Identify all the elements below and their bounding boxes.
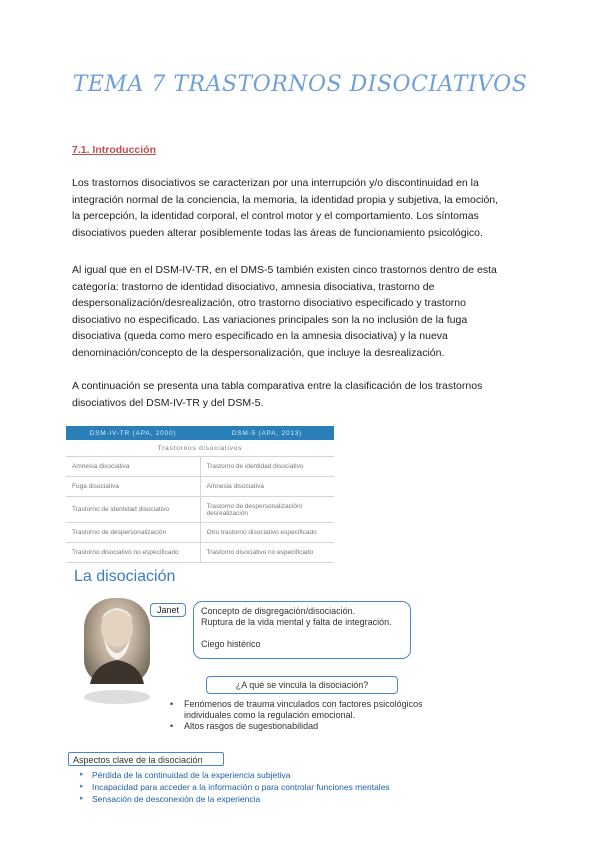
text-line: integración normal de la conciencia, la memoria, la identidad propia y subjetiva, la emoción, [72,193,499,206]
bullet-item: • Fenómenos de trauma vinculados con factores psicológicos individuales como la regulación emocional. [170,699,423,721]
table-cell: Trastorno de identidad disociativo [200,457,334,477]
table-row [66,523,334,543]
table-row [66,477,334,497]
page-title: TEMA 7 TRASTORNOS DISOCIATIVOS [72,72,528,97]
table-row [66,457,334,477]
text-line: Los trastornos disociativos se caracterizan por una interrupción y/o discontinuidad en la [72,177,479,189]
text-line: disociativo no especificado. Las variaciones principales son la no inclusión de la fuga [72,313,468,326]
janet-label: Janet [150,603,186,617]
text-line: la percepción, la identidad corporal, el control motor y el comportamiento. Los síntomas [72,210,479,222]
table-cell: Trastorno de despersonalización [66,523,200,543]
key-aspect-item: ▸ Pérdida de la continuidad de la experiencia subjetiva [80,769,390,781]
comparison-table [66,426,334,563]
key-aspect-item: ▸ Incapacidad para acceder a la información o para controlar funciones mentales [80,781,390,793]
text-line: disociativa (queda como mero especificado en la amnesia disociativa) y la nueva [72,330,448,342]
text-line: categoría: trastorno de identidad disociativo, amnesia disociativa, trastorno de [72,280,435,293]
bullet-list [170,699,423,732]
paragraph-dsm [72,262,528,361]
table-cell: Fuga disociativa [66,477,200,497]
bullet-item: • Altos rasgos de sugestionabilidad [170,721,423,732]
section-heading: 7.1. Introducción [72,144,157,156]
table-cell: Trastorno de identidad disociativo [66,497,200,523]
table-cell: Amnesia disociativa [200,477,334,497]
text-line: Al igual que en el DSM-IV-TR, en el DMS-5 también existen cinco trastornos dentro de esta [72,264,497,276]
table-cell: Trastorno disociativo no especificado [66,543,200,563]
concept-line: Ruptura de la vida mental y falta de integración. [201,617,392,627]
paragraph-table-intro [72,378,528,411]
table-row [66,497,334,523]
table-cell: Trastorno de despersonalización/ desrealización [200,497,334,523]
slide-title: La disociación [74,568,176,585]
table-header-dsm4: DSM-IV-TR (APA, 2000) [66,426,200,440]
janet-portrait [84,598,150,684]
table-cell: Amnesia disociativa [66,457,200,477]
table-row [66,543,334,563]
table-cell: Otro trastorno disociativo especificado [200,523,334,543]
paragraph-intro [72,175,528,241]
question-box: ¿A qué se vincula la disociación? [206,676,398,694]
concept-line [201,628,403,639]
key-aspect-item: ▸ Sensación de desconexión de la experiencia [80,793,390,805]
portrait-figure [84,598,150,684]
key-aspects-list [80,769,390,805]
text-line: disociativos del DSM-IV-TR y del DSM-5. [72,396,264,409]
concept-line: Concepto de disgregación/disociación. [201,606,356,616]
text-line: denominación/concepto de la despersonalización, que incluye la desrealización. [72,346,445,359]
text-line: disociativos pueden alterar posiblemente todas las áreas de funcionamiento psicológico. [72,226,483,239]
portrait-shadow [84,690,150,704]
key-aspects-title: Aspectos clave de la disociación [68,752,224,766]
text-line: despersonalización/desrealización, otro trastorno disociativo especificado y trastorno [72,297,466,309]
table-subheader: Trastornos disociativos [66,440,334,457]
table-header-dsm5: DSM-5 (APA, 2013) [200,426,334,440]
concept-box [193,601,411,659]
text-line: A continuación se presenta una tabla comparativa entre la clasificación de los trastornos [72,380,483,392]
table-cell: Trastorno disociativo no especificado [200,543,334,563]
concept-line: Ciego histérico [201,639,261,649]
